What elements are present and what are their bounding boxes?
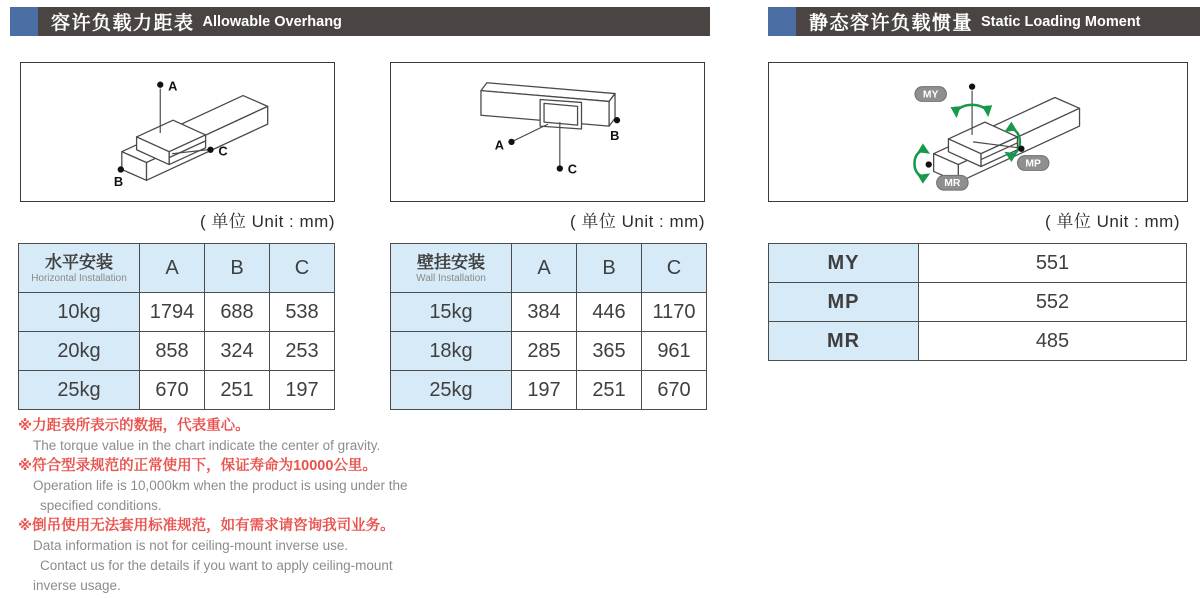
diagram-static-moment [768,62,1188,202]
footnotes [18,416,518,596]
row-label: 25kg [391,371,512,410]
accent-square [10,7,38,36]
col-header-c: C [642,244,707,293]
moment-value: 552 [919,283,1187,322]
table-row [391,371,707,410]
moment-badge-label: MP [1025,158,1041,170]
moment-badge-label: MY [922,89,939,101]
section-header-allowable-overhang [10,7,710,36]
cell-value: 538 [270,293,335,332]
moment-badge-mp [1017,156,1049,171]
footnote-en: Operation life is 10,000km when the product is using under the [33,478,408,493]
rail-moment-drawing [769,63,1187,201]
table-header-row [391,244,707,293]
section-title-zh: 容许负载力距表 [51,13,195,34]
section-header-static-loading-moment [768,7,1200,36]
cell-value: 384 [512,293,577,332]
cell-value: 688 [205,293,270,332]
cell-value: 365 [577,332,642,371]
cell-value: 253 [270,332,335,371]
cell-value: 858 [140,332,205,371]
wall-installation-table [390,243,707,410]
moment-label: MP [769,283,919,322]
footnote-en: Contact us for the details if you want to apply ceiling-mount [40,558,393,573]
table-header-cell [391,244,512,293]
table-header-row [19,244,335,293]
moment-value: 485 [919,322,1187,361]
table-row [769,283,1187,322]
horizontal-installation-table [18,243,335,410]
unit-label: ( 单位 Unit : mm) [1045,212,1180,231]
dim-label-a: A [494,137,505,153]
row-label: 25kg [19,371,140,410]
col-header-c: C [270,244,335,293]
moment-value: 551 [919,244,1187,283]
cell-value: 670 [140,371,205,410]
header-zh: 水平安装 [45,252,113,272]
moment-label: MY [769,244,919,283]
cell-value: 251 [577,371,642,410]
table-row [391,332,707,371]
table-row [19,293,335,332]
unit-label: ( 单位 Unit : mm) [200,212,335,231]
table-row [19,371,335,410]
section-title-en: Static Loading Moment [981,13,1141,30]
cell-value: 197 [270,371,335,410]
row-label: 18kg [391,332,512,371]
header-zh: 壁挂安装 [417,252,485,272]
rail-side-drawing [391,63,704,201]
dim-label-c: C [567,161,577,177]
dim-label-b: B [610,127,620,143]
cell-value: 324 [205,332,270,371]
footnote-en: The torque value in the chart indicate the center of gravity. [33,438,381,453]
header-en: Wall Installation [416,272,486,284]
diagram-horizontal-installation [20,62,335,202]
moment-badge-mr [937,175,969,190]
rail-isometric-drawing [21,63,334,201]
dim-label-c: C [218,143,228,159]
footnote-en: inverse usage. [33,578,121,593]
footnote-en: Data information is not for ceiling-mount inverse use. [33,538,349,553]
dim-label-b: B [113,174,124,190]
table-row [769,322,1187,361]
table-row [391,293,707,332]
cell-value: 197 [512,371,577,410]
cell-value: 251 [205,371,270,410]
header-en: Horizontal Installation [31,272,127,284]
section-title-zh: 静态容许负载惯量 [809,13,974,34]
cell-value: 961 [642,332,707,371]
section-title-en: Allowable Overhang [202,13,342,30]
table-row [19,332,335,371]
rotation-arrow-mr [914,151,926,177]
unit-label: ( 单位 Unit : mm) [570,212,705,231]
static-moment-table [768,243,1187,361]
moment-label: MR [769,322,919,361]
diagram-wall-installation [390,62,705,202]
cell-value: 1170 [642,293,707,332]
row-label: 15kg [391,293,512,332]
col-header-b: B [205,244,270,293]
cell-value: 446 [577,293,642,332]
cell-value: 670 [642,371,707,410]
col-header-b: B [577,244,642,293]
footnote-zh: ※力距表所表示的数据，代表重心。 [18,418,250,434]
table-header-cell [19,244,140,293]
table-row [769,244,1187,283]
cell-value: 285 [512,332,577,371]
row-label: 10kg [19,293,140,332]
accent-square [768,7,796,36]
col-header-a: A [512,244,577,293]
row-label: 20kg [19,332,140,371]
footnote-en: specified conditions. [40,498,162,513]
dim-label-a: A [168,78,178,94]
footnote-zh: ※符合型录规范的正常使用下，保证寿命为10000公里。 [18,458,377,474]
col-header-a: A [140,244,205,293]
moment-badge-label: MR [944,178,961,190]
footnote-zh: ※倒吊使用无法套用标准规范，如有需求请咨询我司业务。 [18,518,395,534]
moment-badge-my [915,87,947,102]
cell-value: 1794 [140,293,205,332]
